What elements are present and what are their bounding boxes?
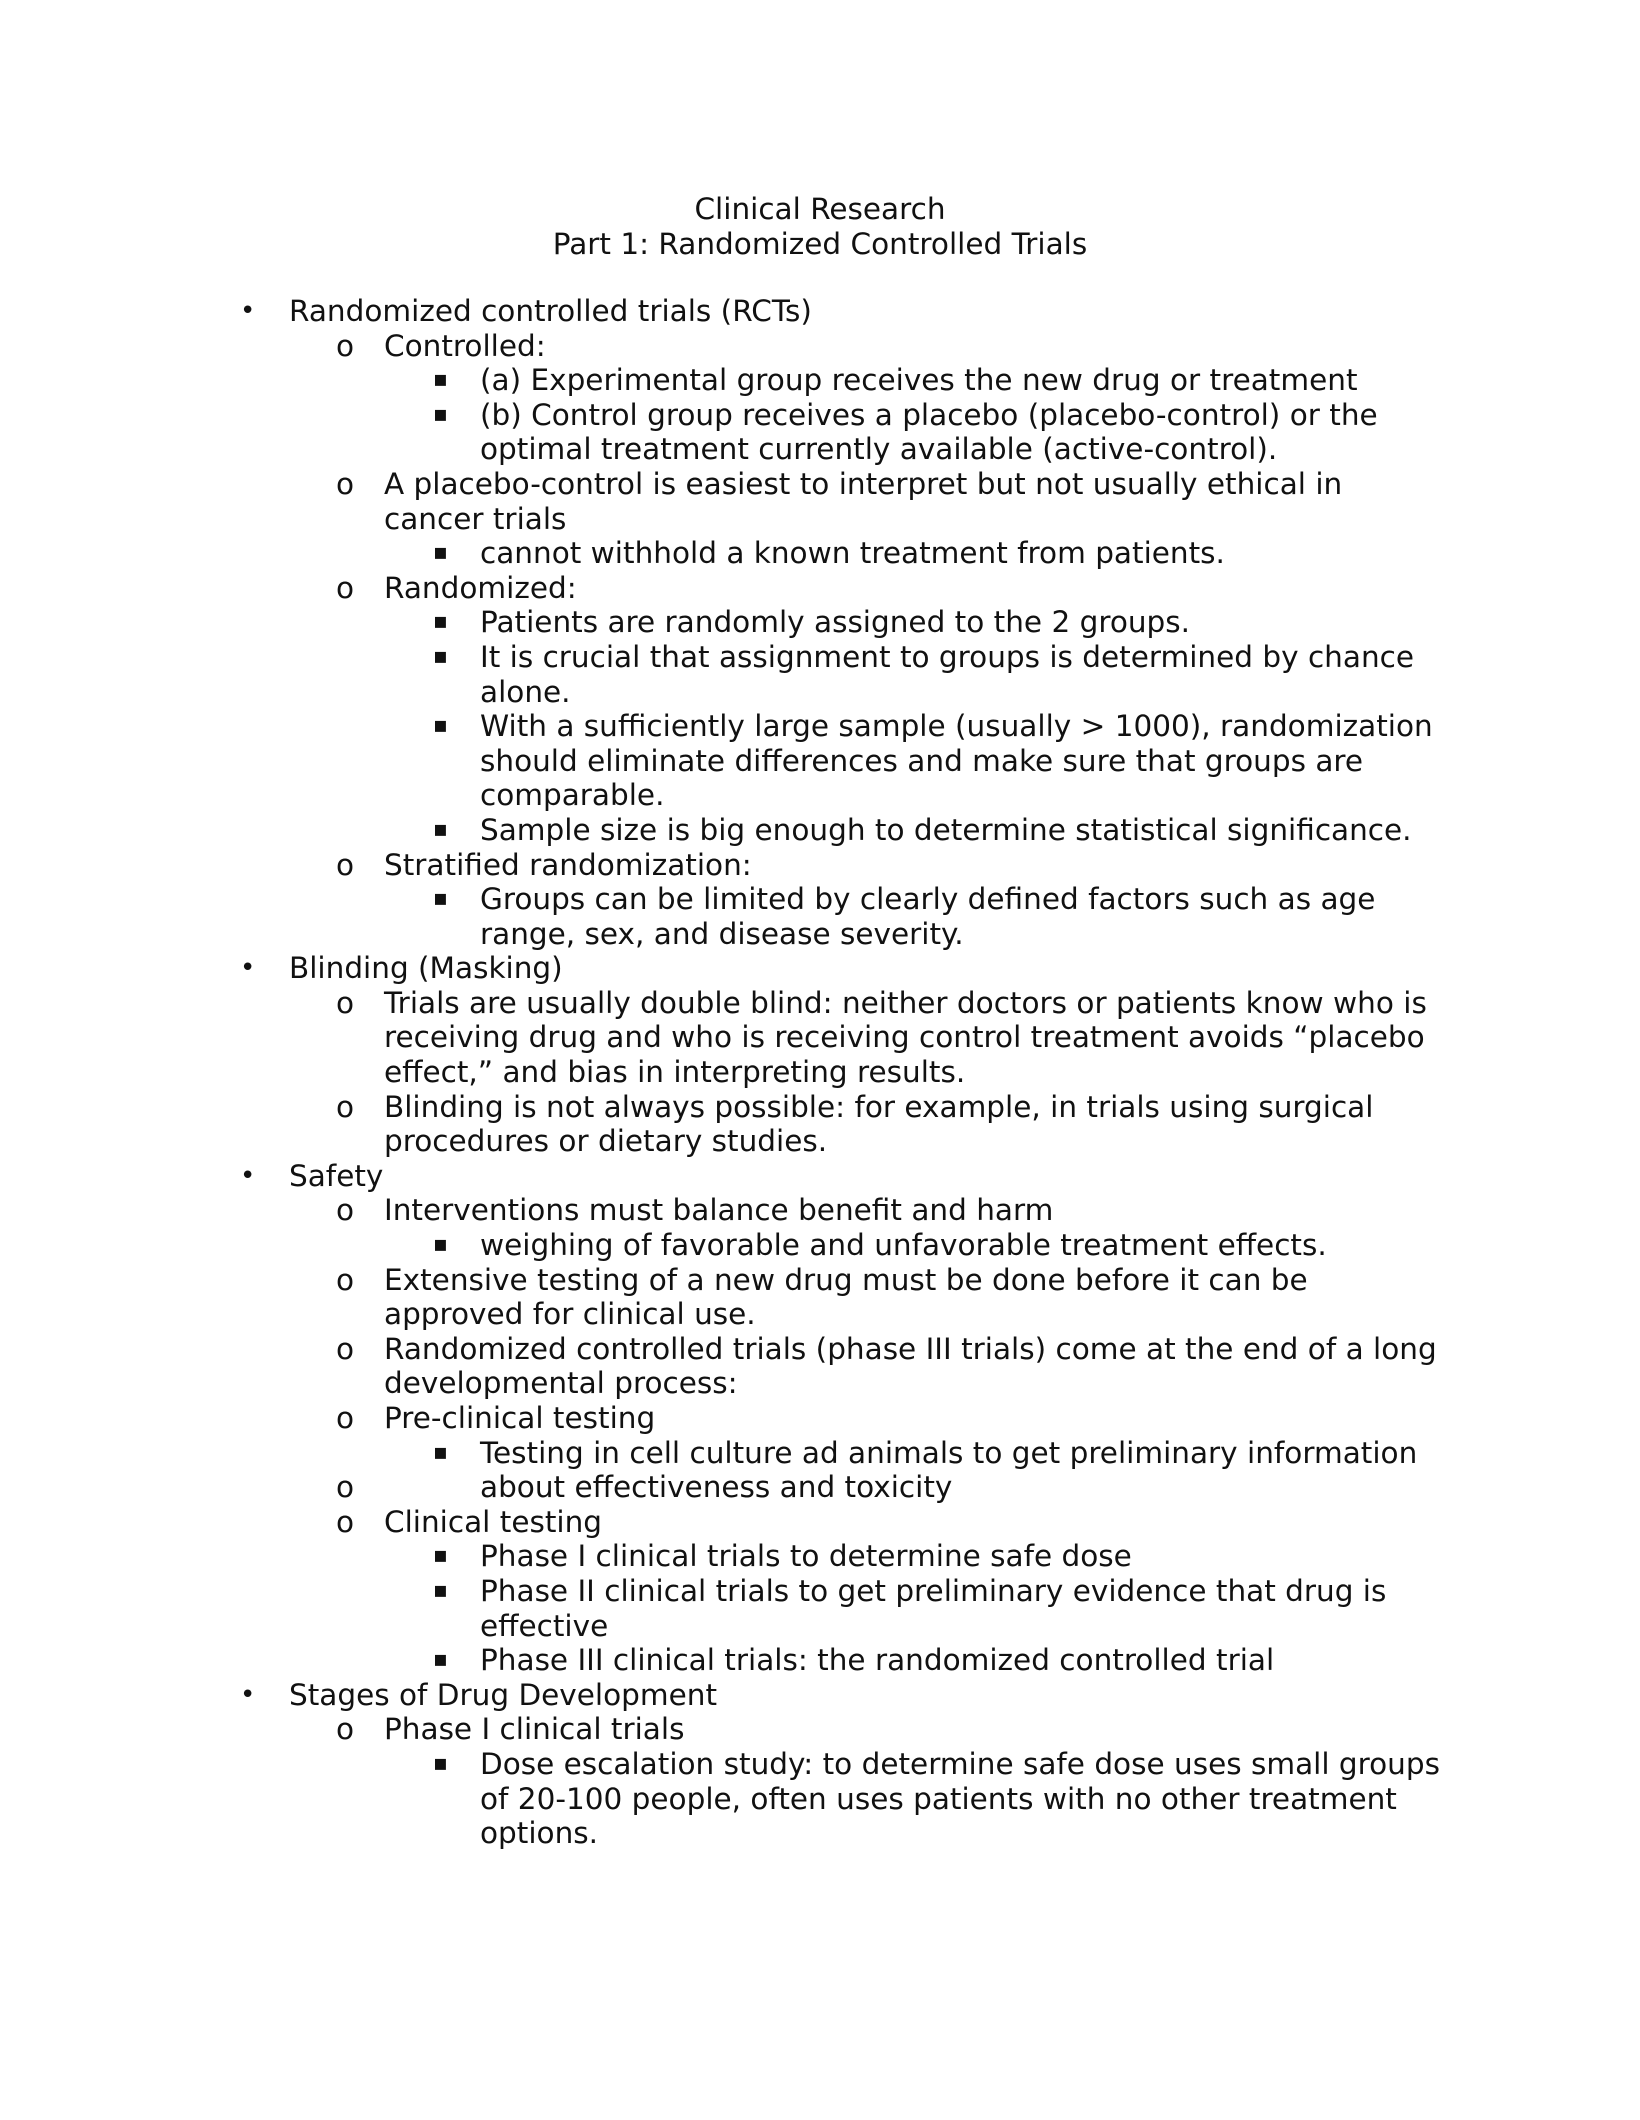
outline-item-text: Phase I clinical trials to determine safe dose xyxy=(480,1539,1132,1574)
outline-item-text: A placebo-control is easiest to interpret but not usually ethical in cancer trials xyxy=(384,466,1343,536)
outline-item-text: Interventions must balance benefit and harm xyxy=(384,1193,1054,1228)
outline-item-level3 xyxy=(0,709,1640,813)
outline-item-level3 xyxy=(0,882,1640,951)
outline-item-level3 xyxy=(0,1228,1640,1263)
document-title: Clinical Research xyxy=(694,192,946,226)
outline-item-text: Patients are randomly assigned to the 2 groups. xyxy=(480,605,1191,640)
outline-item-text: Clinical testing xyxy=(384,1504,603,1539)
outline-item-text: Testing in cell culture ad animals to get preliminary information about effectiveness and toxicity xyxy=(480,1435,1418,1505)
outline-item-text: Blinding (Masking) xyxy=(289,951,563,986)
circle-marker: o xyxy=(336,328,355,363)
square-marker: ▪ xyxy=(433,1750,448,1776)
circle-marker: o xyxy=(336,1470,355,1505)
outline-item-level1 xyxy=(0,294,1640,329)
outline-item-text: Extensive testing of a new drug must be done before it can be approved for clinical use. xyxy=(384,1262,1308,1332)
outline-item-level3 xyxy=(0,1643,1640,1678)
outline-item-level2 xyxy=(0,1263,1640,1332)
outline-item-text: Stages of Drug Development xyxy=(289,1677,718,1712)
outline-item-level2 xyxy=(0,986,1640,1090)
circle-marker: o xyxy=(336,847,355,882)
bullet-marker: • xyxy=(240,1160,256,1191)
outline-item-text: Groups can be limited by clearly defined factors such as age range, sex, and disease severity. xyxy=(480,882,1376,951)
outline-item-text: (b) Control group receives a placebo (placebo-control) or the optimal treatment currently available (active-control). xyxy=(480,397,1378,467)
outline-item-level3 xyxy=(0,398,1640,467)
outline-item-level2 xyxy=(0,1401,1640,1436)
outline-item-level2 xyxy=(0,1090,1640,1159)
square-marker: ▪ xyxy=(433,816,448,842)
square-marker: ▪ xyxy=(433,540,448,566)
outline-item-level3 xyxy=(0,1574,1640,1643)
outline-item-level2 xyxy=(0,848,1640,883)
square-marker: ▪ xyxy=(433,643,448,669)
outline-item-level3 xyxy=(0,1436,1640,1505)
square-marker: ▪ xyxy=(433,1647,448,1673)
circle-marker: o xyxy=(336,985,355,1020)
square-marker: ▪ xyxy=(433,1577,448,1603)
bullet-marker: • xyxy=(240,296,256,326)
bullet-marker: • xyxy=(240,953,256,984)
outline-item-text: Trials are usually double blind: neither doctors or patients know who is receiving drug and who is receiving control treatment avoids “placebo effect,” and bias in interpreting results. xyxy=(384,985,1427,1090)
outline-item-text: Dose escalation study: to determine safe dose uses small groups of 20-100 people, often uses patients with no other treatment options. xyxy=(480,1746,1440,1851)
outline-item-level3 xyxy=(0,640,1640,709)
outline-item-text: Randomized controlled trials (RCTs) xyxy=(289,294,812,328)
square-marker: ▪ xyxy=(433,609,448,635)
circle-marker: o xyxy=(336,466,355,501)
circle-marker: o xyxy=(336,1089,355,1124)
square-marker: ▪ xyxy=(433,886,448,912)
square-marker: ▪ xyxy=(433,1232,448,1258)
circle-marker: o xyxy=(336,1712,355,1747)
outline-item-level2 xyxy=(0,1332,1640,1401)
outline-item-text: With a sufficiently large sample (usually > 1000), randomization should eliminate differences and make sure that groups are comparable. xyxy=(480,709,1433,813)
square-marker: ▪ xyxy=(433,713,448,739)
title-block xyxy=(0,192,1640,262)
outline-item-text: Phase III clinical trials: the randomized controlled trial xyxy=(480,1643,1275,1678)
outline-item-text: Stratified randomization: xyxy=(384,847,752,882)
outline-item-level1 xyxy=(0,951,1640,986)
outline-item-level2 xyxy=(0,571,1640,606)
circle-marker: o xyxy=(336,1504,355,1539)
outline-item-text: Phase I clinical trials xyxy=(384,1712,685,1747)
outline-item-text: weighing of favorable and unfavorable treatment effects. xyxy=(480,1228,1327,1263)
square-marker: ▪ xyxy=(433,367,448,393)
outline-item-text: Sample size is big enough to determine statistical significance. xyxy=(480,812,1412,847)
outline-item-text: Randomized controlled trials (phase III trials) come at the end of a long developmental process: xyxy=(384,1331,1437,1401)
outline-item-text: Controlled: xyxy=(384,328,546,363)
square-marker: ▪ xyxy=(433,1439,448,1465)
bullet-marker: • xyxy=(240,1679,256,1710)
outline-item-text: cannot withhold a known treatment from patients. xyxy=(480,536,1225,571)
outline-item-level3 xyxy=(0,536,1640,571)
outline-item-text: It is crucial that assignment to groups is determined by chance alone. xyxy=(480,639,1415,709)
outline-item-level2 xyxy=(0,467,1640,536)
square-marker: ▪ xyxy=(433,1543,448,1569)
outline-item-level1 xyxy=(0,1678,1640,1713)
document-subtitle: Part 1: Randomized Controlled Trials xyxy=(552,227,1088,261)
outline-item-text: (a) Experimental group receives the new drug or treatment xyxy=(480,363,1358,398)
outline-item-level2 xyxy=(0,1505,1640,1540)
outline-item-level3 xyxy=(0,813,1640,848)
circle-marker: o xyxy=(336,1401,355,1435)
outline-item-level3 xyxy=(0,363,1640,398)
outline-item-level3 xyxy=(0,1539,1640,1574)
outline-item-text: Blinding is not always possible: for example, in trials using surgical procedures or dietary studies. xyxy=(384,1089,1374,1159)
outline-item-level2 xyxy=(0,1193,1640,1228)
outline-item-text: Pre-clinical testing xyxy=(384,1401,656,1435)
outline-item-level1 xyxy=(0,1159,1640,1194)
circle-marker: o xyxy=(336,570,355,605)
outline-item-level3 xyxy=(0,1747,1640,1851)
circle-marker: o xyxy=(336,1262,355,1297)
outline-item-level3 xyxy=(0,605,1640,640)
outline-item-text: Phase II clinical trials to get preliminary evidence that drug is effective xyxy=(480,1573,1387,1643)
outline-item-level2 xyxy=(0,1712,1640,1747)
outline-list xyxy=(0,294,1640,1851)
circle-marker: o xyxy=(336,1331,355,1366)
circle-marker: o xyxy=(336,1193,355,1228)
outline-item-text: Safety xyxy=(289,1158,384,1193)
square-marker: ▪ xyxy=(433,401,448,427)
outline-item-level2 xyxy=(0,329,1640,364)
outline-item-text: Randomized: xyxy=(384,570,577,605)
